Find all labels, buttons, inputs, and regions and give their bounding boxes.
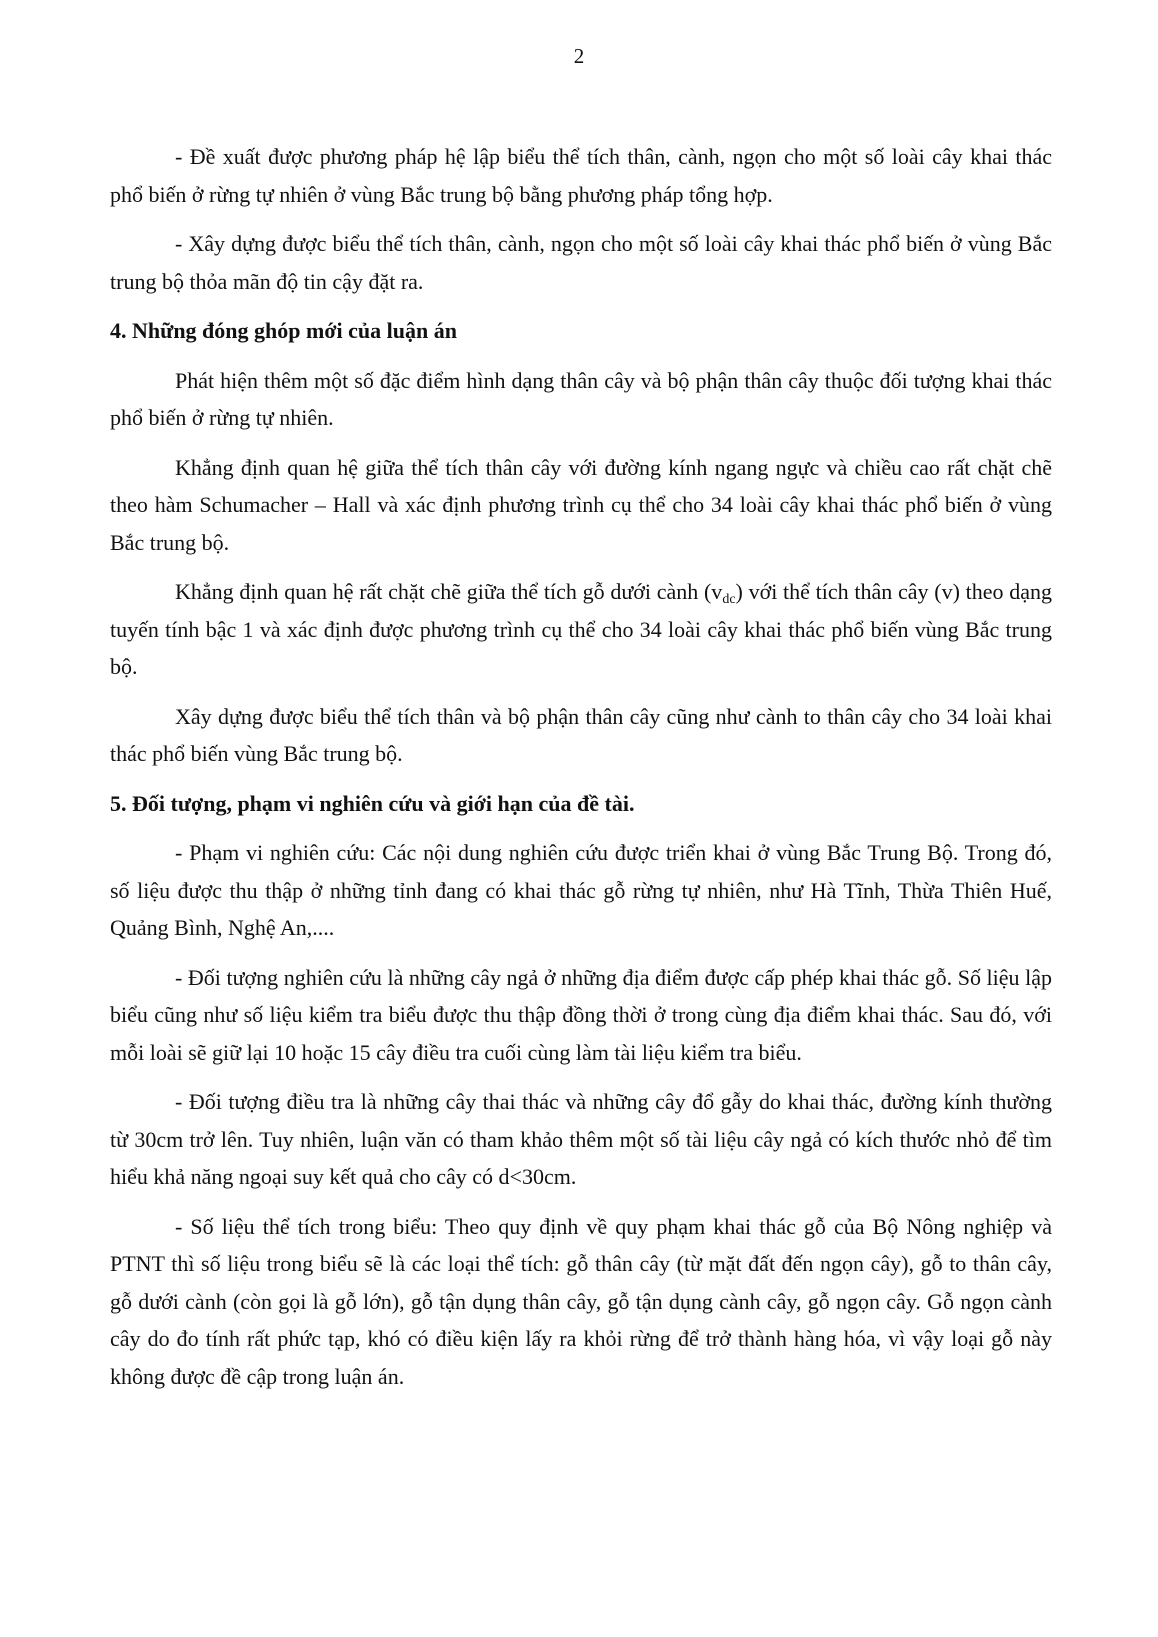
section-5-paragraph-1: - Phạm vi nghiên cứu: Các nội dung nghiên cứu được triển khai ở vùng Bắc Trung Bộ. Trong đó, số liệu được thu thập ở những tỉnh đang có khai thác gỗ rừng tự nhiên, như Hà Tĩnh, Thừa Thiên Huế, Quảng Bình, Nghệ An,....: [110, 840, 1052, 940]
section-4-paragraph-3-before: Khẳng định quan hệ rất chặt chẽ giữa thể tích gỗ dưới cành (v: [175, 579, 723, 604]
section-5-heading: 5. Đối tượng, phạm vi nghiên cứu và giới hạn của đề tài.: [110, 790, 635, 816]
intro-paragraph-2: - Xây dựng được biểu thể tích thân, cành, ngọn cho một số loài cây khai thác phổ biến ở vùng Bắc trung bộ thỏa mãn độ tin cậy đặt ra.: [110, 231, 1052, 294]
section-4-paragraph-1: Phát hiện thêm một số đặc điểm hình dạng thân cây và bộ phận thân cây thuộc đối tượng khai thác phổ biến ở rừng tự nhiên.: [110, 367, 1052, 430]
section-4-heading: 4. Những đóng ghóp mới của luận án: [110, 318, 457, 343]
page-number: 2: [573, 44, 585, 68]
vdc-subscript: dc: [722, 592, 736, 607]
section-4-paragraph-2: Khẳng định quan hệ giữa thể tích thân cây với đường kính ngang ngực và chiều cao rất chặt chẽ theo hàm Schumacher – Hall và xác định phương trình cụ thể cho 34 loài cây khai thác phổ biến ở vùng Bắc trung bộ.: [110, 454, 1052, 555]
page-content: [110, 138, 1052, 1407]
section-5-paragraph-2: - Đối tượng nghiên cứu là những cây ngả ở những địa điểm được cấp phép khai thác gỗ. Số liệu lập biểu cũng như số liệu kiểm tra biểu được thu thập đồng thời ở trong cùng địa điểm khai thác. Sau đó, với mỗi loài sẽ giữ lại 10 hoặc 15 cây điều tra cuối cùng làm tài liệu kiểm tra biểu.: [110, 964, 1052, 1065]
section-4-paragraph-4: Xây dựng được biểu thể tích thân và bộ phận thân cây cũng như cành to thân cây cho 34 loài khai thác phổ biến vùng Bắc trung bộ.: [110, 703, 1052, 766]
section-4-paragraph-3: [110, 573, 1052, 686]
section-5-paragraph-4: - Số liệu thể tích trong biểu: Theo quy định về quy phạm khai thác gỗ của Bộ Nông nghiệp và PTNT thì số liệu trong biểu sẽ là các loại thể tích: gỗ thân cây (từ mặt đất đến ngọn cây), gỗ to thân cây, gỗ dưới cành (còn gọi là gỗ lớn), gỗ tận dụng thân cây, gỗ tận dụng cành cây, gỗ ngọn cây. Gỗ ngọn cành cây do đo tính rất phức tạp, khó có điều kiện lấy ra khỏi rừng để trở thành hàng hóa, vì vậy loại gỗ này không được đề cập trong luận án.: [110, 1213, 1052, 1389]
section-5-paragraph-3: - Đối tượng điều tra là những cây thai thác và những cây đổ gẫy do khai thác, đường kính thường từ 30cm trở lên. Tuy nhiên, luận văn có tham khảo thêm một số tài liệu cây ngả có kích thước nhỏ để tìm hiểu khả năng ngoại suy kết quả cho cây có d<30cm.: [110, 1089, 1052, 1189]
section-4-paragraph-3-after: ) với thể tích thân cây (v) theo dạng tuyến tính bậc 1 và xác định được phương trình cụ thể cho 34 loài cây khai thác phổ biến vùng Bắc trung bộ.: [110, 579, 1052, 679]
intro-paragraph-1: - Đề xuất được phương pháp hệ lập biểu thể tích thân, cành, ngọn cho một số loài cây khai thác phổ biến ở rừng tự nhiên ở vùng Bắc trung bộ bằng phương pháp tổng hợp.: [110, 144, 1052, 207]
